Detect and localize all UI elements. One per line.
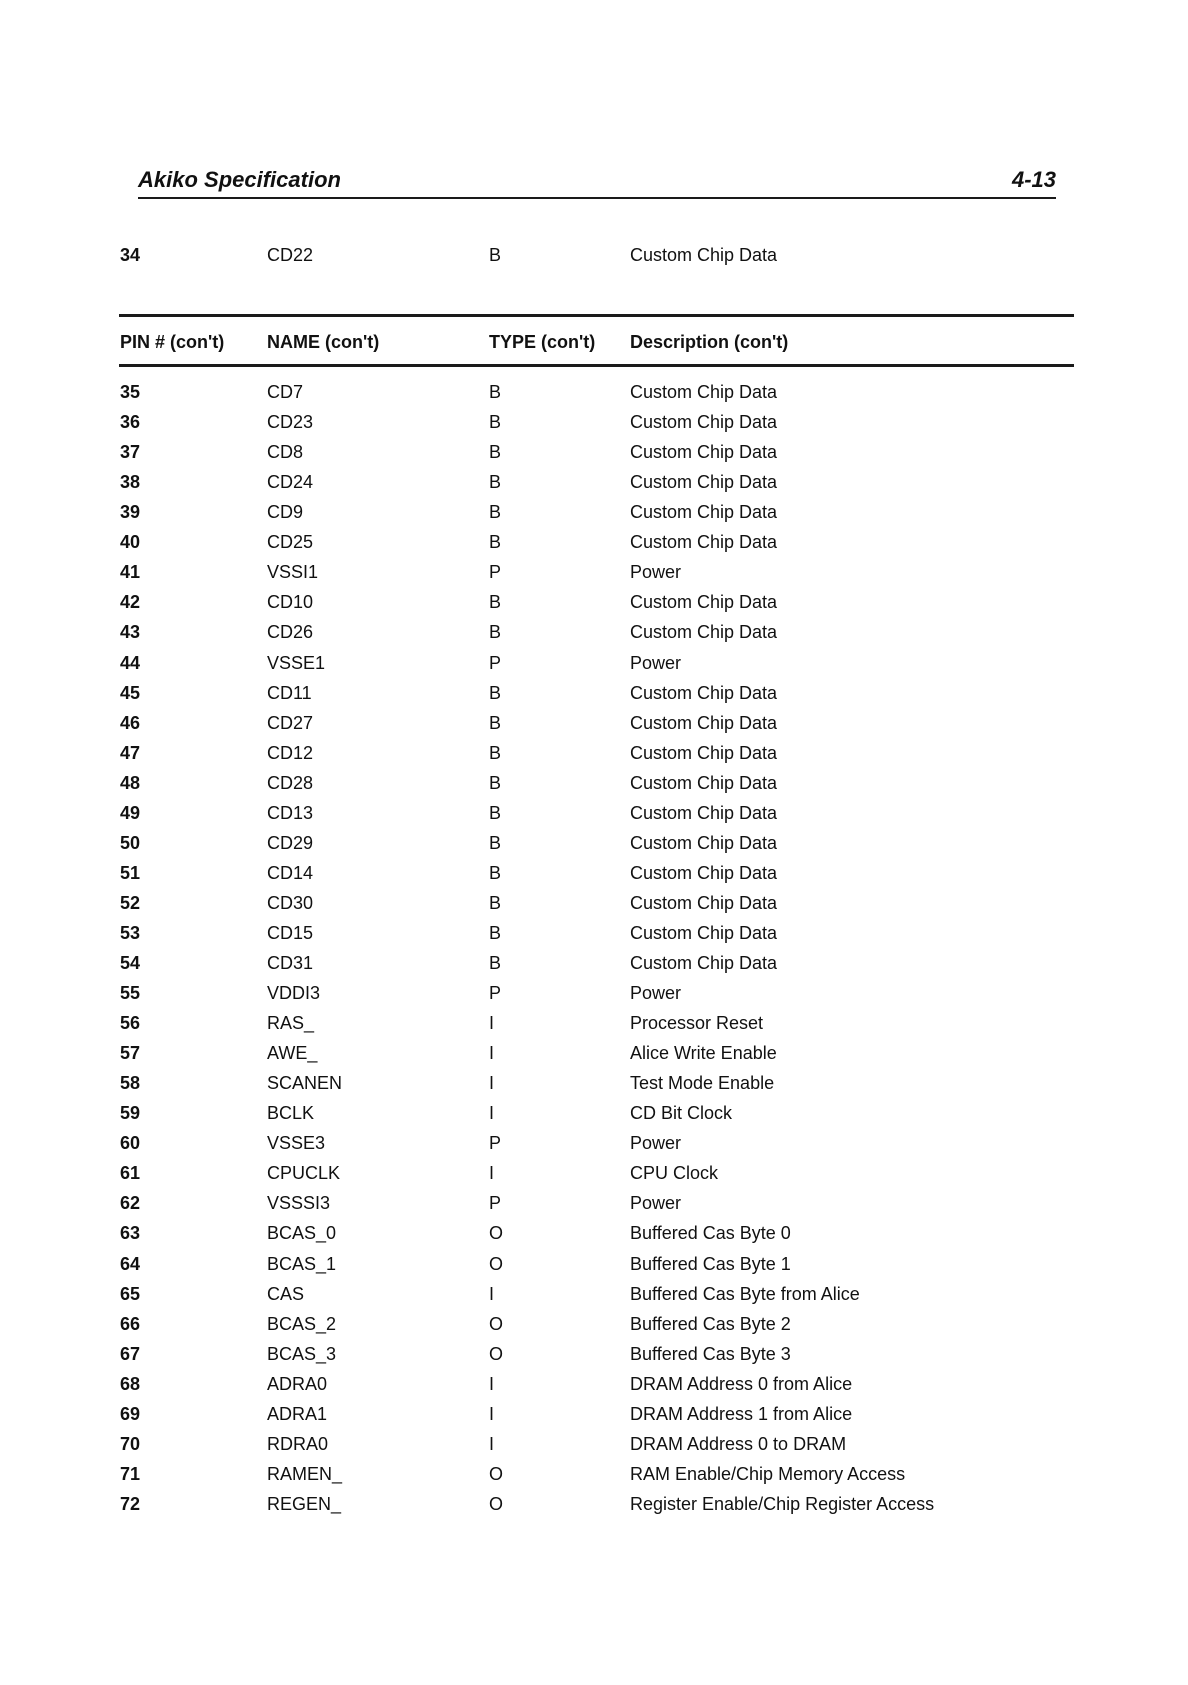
carryover-row (0, 245, 1188, 275)
pin-description: Buffered Cas Byte 1 (630, 1253, 791, 1274)
pin-name: CD31 (267, 953, 314, 973)
pin-name: CD27 (267, 712, 314, 733)
pin-name: RDRA0 (267, 1433, 329, 1454)
pin-description: Custom Chip Data (630, 772, 778, 793)
pin-number: 61 (120, 1163, 141, 1184)
table-row (0, 1163, 1188, 1193)
pin-number: 64 (120, 1253, 141, 1274)
pin-name: CPUCLK (267, 1163, 341, 1184)
pin-description: Buffered Cas Byte 2 (630, 1313, 791, 1334)
pin-name: CD14 (267, 862, 314, 883)
table-row (0, 1133, 1188, 1163)
table-row (0, 1374, 1188, 1404)
pin-name: RAMEN_ (267, 1463, 343, 1484)
pin-description: Custom Chip Data (630, 742, 778, 763)
pin-type: I (489, 1103, 495, 1124)
pin-type: B (489, 245, 502, 265)
pin-description: Custom Chip Data (630, 862, 778, 883)
pin-number: 67 (120, 1343, 141, 1364)
pin-type: I (489, 1283, 495, 1304)
pin-description: Custom Chip Data (630, 953, 778, 973)
pin-name: CD24 (267, 472, 314, 493)
table-row (0, 1043, 1188, 1073)
pin-type: O (489, 1223, 504, 1244)
pin-name: CD26 (267, 622, 314, 643)
pin-name: CD13 (267, 802, 314, 823)
pin-name: CD28 (267, 772, 314, 793)
pin-number: 48 (120, 772, 141, 793)
pin-name: BCAS_3 (267, 1343, 337, 1364)
pin-name: CD15 (267, 922, 314, 943)
column-header-pin: PIN # (con't) (120, 332, 225, 352)
pin-number: 70 (120, 1433, 141, 1454)
table-row (0, 1223, 1188, 1253)
pin-description: Custom Chip Data (630, 442, 778, 463)
pin-name: ADRA0 (267, 1373, 328, 1394)
pin-description: Custom Chip Data (630, 412, 778, 433)
pin-name: RAS_ (267, 1013, 315, 1034)
pin-type: O (489, 1313, 504, 1334)
pin-number: 40 (120, 532, 141, 553)
pin-number: 57 (120, 1043, 141, 1064)
table-row (0, 1254, 1188, 1284)
pin-type: B (489, 892, 502, 913)
pin-type: I (489, 1073, 495, 1094)
pin-type: B (489, 502, 502, 523)
pin-number: 53 (120, 922, 141, 943)
table-row (0, 683, 1188, 713)
pin-type: B (489, 442, 502, 463)
pin-number: 54 (120, 953, 141, 973)
pin-description: Custom Chip Data (630, 472, 778, 493)
table-row (0, 773, 1188, 803)
pin-number: 51 (120, 862, 141, 883)
pin-number: 38 (120, 472, 141, 493)
pin-name: CD22 (267, 245, 314, 265)
pin-name: AWE_ (267, 1043, 318, 1064)
table-row (0, 622, 1188, 652)
table-row (0, 442, 1188, 472)
table-row (0, 1464, 1188, 1494)
pin-number: 56 (120, 1013, 141, 1034)
pin-description: Buffered Cas Byte from Alice (630, 1283, 860, 1304)
pin-name: CD29 (267, 832, 314, 853)
pin-type: I (489, 1013, 495, 1034)
table-row (0, 1013, 1188, 1043)
table-row (0, 1193, 1188, 1223)
pin-name: CD10 (267, 592, 314, 613)
pin-type: I (489, 1043, 495, 1064)
pin-description: RAM Enable/Chip Memory Access (630, 1463, 906, 1484)
table-row (0, 1073, 1188, 1103)
page-number: 4-13 (1011, 167, 1056, 192)
pin-number: 52 (120, 892, 141, 913)
pin-type: I (489, 1163, 495, 1184)
pin-description: Custom Chip Data (630, 502, 778, 523)
pin-type: O (489, 1343, 504, 1364)
document-title: Akiko Specification (138, 167, 341, 192)
table-row (0, 562, 1188, 592)
pin-type: P (489, 562, 502, 583)
pin-type: B (489, 532, 502, 553)
table-row (0, 532, 1188, 562)
pin-description: Power (630, 1133, 682, 1154)
page-header (138, 163, 1056, 199)
pin-description: CPU Clock (630, 1163, 719, 1184)
pin-name: BCAS_1 (267, 1253, 337, 1274)
pin-number: 69 (120, 1403, 141, 1424)
pin-type: P (489, 1193, 502, 1214)
pin-description: Custom Chip Data (630, 892, 778, 913)
pin-name: BCAS_0 (267, 1223, 337, 1244)
table-row (0, 713, 1188, 743)
pin-name: BCAS_2 (267, 1313, 337, 1334)
table-row (0, 382, 1188, 412)
table-row (0, 863, 1188, 893)
pin-number: 46 (120, 712, 141, 733)
pin-name: VSSI1 (267, 562, 319, 583)
table-row (0, 953, 1188, 983)
pin-type: B (489, 382, 502, 402)
table-row (0, 893, 1188, 923)
table-row (0, 833, 1188, 863)
pin-type: I (489, 1433, 495, 1454)
table-row (0, 1103, 1188, 1133)
pin-number: 59 (120, 1103, 141, 1124)
pin-type: O (489, 1463, 504, 1484)
pin-description: Custom Chip Data (630, 712, 778, 733)
pin-number: 49 (120, 802, 141, 823)
pin-description: Custom Chip Data (630, 922, 778, 943)
pin-number: 72 (120, 1493, 141, 1514)
pin-name: ADRA1 (267, 1403, 328, 1424)
table-row (0, 502, 1188, 532)
pin-description: Processor Reset (630, 1013, 764, 1034)
pin-number: 71 (120, 1463, 141, 1484)
table-row (0, 983, 1188, 1013)
table-row (0, 923, 1188, 953)
pin-type: B (489, 742, 502, 763)
pin-number: 45 (120, 682, 141, 703)
table-header (0, 332, 1188, 362)
pin-number: 68 (120, 1373, 141, 1394)
pin-description: Register Enable/Chip Register Access (630, 1493, 935, 1514)
pin-description: Custom Chip Data (630, 245, 778, 265)
pin-type: P (489, 652, 502, 673)
pin-description: Custom Chip Data (630, 532, 778, 553)
table-row (0, 472, 1188, 502)
pin-description: Custom Chip Data (630, 622, 778, 643)
pin-type: B (489, 862, 502, 883)
pin-number: 62 (120, 1193, 141, 1214)
pin-type: I (489, 1403, 495, 1424)
pin-description: Custom Chip Data (630, 832, 778, 853)
pin-number: 50 (120, 832, 141, 853)
table-row (0, 743, 1188, 773)
column-header-name: NAME (con't) (267, 332, 380, 352)
table-row (0, 592, 1188, 622)
pin-name: CD11 (267, 682, 312, 703)
pin-number: 36 (120, 412, 141, 433)
column-header-type: TYPE (con't) (489, 332, 596, 352)
pin-type: B (489, 592, 502, 613)
pin-number: 35 (120, 382, 141, 402)
pin-description: Buffered Cas Byte 0 (630, 1223, 791, 1244)
pin-name: SCANEN (267, 1073, 343, 1094)
table-top-rule (119, 314, 1074, 317)
pin-number: 47 (120, 742, 141, 763)
pin-description: Buffered Cas Byte 3 (630, 1343, 791, 1364)
pin-description: Power (630, 562, 682, 583)
table-row (0, 1314, 1188, 1344)
pin-description: Power (630, 1193, 682, 1214)
pin-name: CAS (267, 1283, 305, 1304)
pin-type: B (489, 622, 502, 643)
pin-type: P (489, 1133, 502, 1154)
table-row (0, 803, 1188, 833)
pin-name: REGEN_ (267, 1493, 342, 1514)
pin-number: 42 (120, 592, 141, 613)
table-header-rule (119, 364, 1074, 367)
pin-name: CD7 (267, 382, 304, 402)
pin-name: CD12 (267, 742, 314, 763)
pin-name: VDDI3 (267, 983, 321, 1003)
pin-name: CD25 (267, 532, 314, 553)
pin-name: BCLK (267, 1103, 315, 1124)
pin-number: 55 (120, 983, 141, 1003)
pin-description: Test Mode Enable (630, 1073, 775, 1094)
pin-number: 60 (120, 1133, 141, 1154)
pin-type: O (489, 1253, 504, 1274)
pin-type: P (489, 983, 502, 1003)
pin-number: 34 (120, 245, 141, 265)
pin-type: B (489, 712, 502, 733)
pin-type: B (489, 922, 502, 943)
pin-description: Custom Chip Data (630, 592, 778, 613)
pin-type: O (489, 1493, 504, 1514)
pin-description: Custom Chip Data (630, 802, 778, 823)
pin-number: 63 (120, 1223, 141, 1244)
table-row (0, 1494, 1188, 1524)
pin-description: Power (630, 983, 682, 1003)
pin-description: DRAM Address 1 from Alice (630, 1403, 853, 1424)
pin-type: B (489, 772, 502, 793)
pin-name: CD23 (267, 412, 314, 433)
column-header-description: Description (con't) (630, 332, 789, 352)
pin-description: Power (630, 652, 682, 673)
pin-type: B (489, 953, 502, 973)
table-row (0, 1434, 1188, 1464)
pin-type: I (489, 1373, 495, 1394)
pin-name: VSSE3 (267, 1133, 326, 1154)
table-row (0, 412, 1188, 442)
pin-name: VSSSI3 (267, 1193, 331, 1214)
pin-description: Custom Chip Data (630, 682, 778, 703)
pin-type: B (489, 802, 502, 823)
pin-description: Alice Write Enable (630, 1043, 777, 1064)
table-row (0, 1344, 1188, 1374)
pin-number: 43 (120, 622, 141, 643)
table-row (0, 1404, 1188, 1434)
table-row (0, 653, 1188, 683)
pin-number: 44 (120, 652, 141, 673)
pin-type: B (489, 682, 502, 703)
pin-number: 58 (120, 1073, 141, 1094)
table-row (0, 1284, 1188, 1314)
pin-description: DRAM Address 0 to DRAM (630, 1433, 847, 1454)
pin-description: Custom Chip Data (630, 382, 778, 402)
pin-name: CD9 (267, 502, 304, 523)
pin-number: 65 (120, 1283, 141, 1304)
pin-type: B (489, 832, 502, 853)
pin-type: B (489, 412, 502, 433)
pin-number: 37 (120, 442, 141, 463)
pin-number: 41 (120, 562, 141, 583)
pin-description: DRAM Address 0 from Alice (630, 1373, 853, 1394)
pin-name: CD30 (267, 892, 314, 913)
pin-description: CD Bit Clock (630, 1103, 733, 1124)
pin-number: 39 (120, 502, 141, 523)
pin-name: CD8 (267, 442, 304, 463)
pin-name: VSSE1 (267, 652, 326, 673)
pin-number: 66 (120, 1313, 141, 1334)
pin-type: B (489, 472, 502, 493)
